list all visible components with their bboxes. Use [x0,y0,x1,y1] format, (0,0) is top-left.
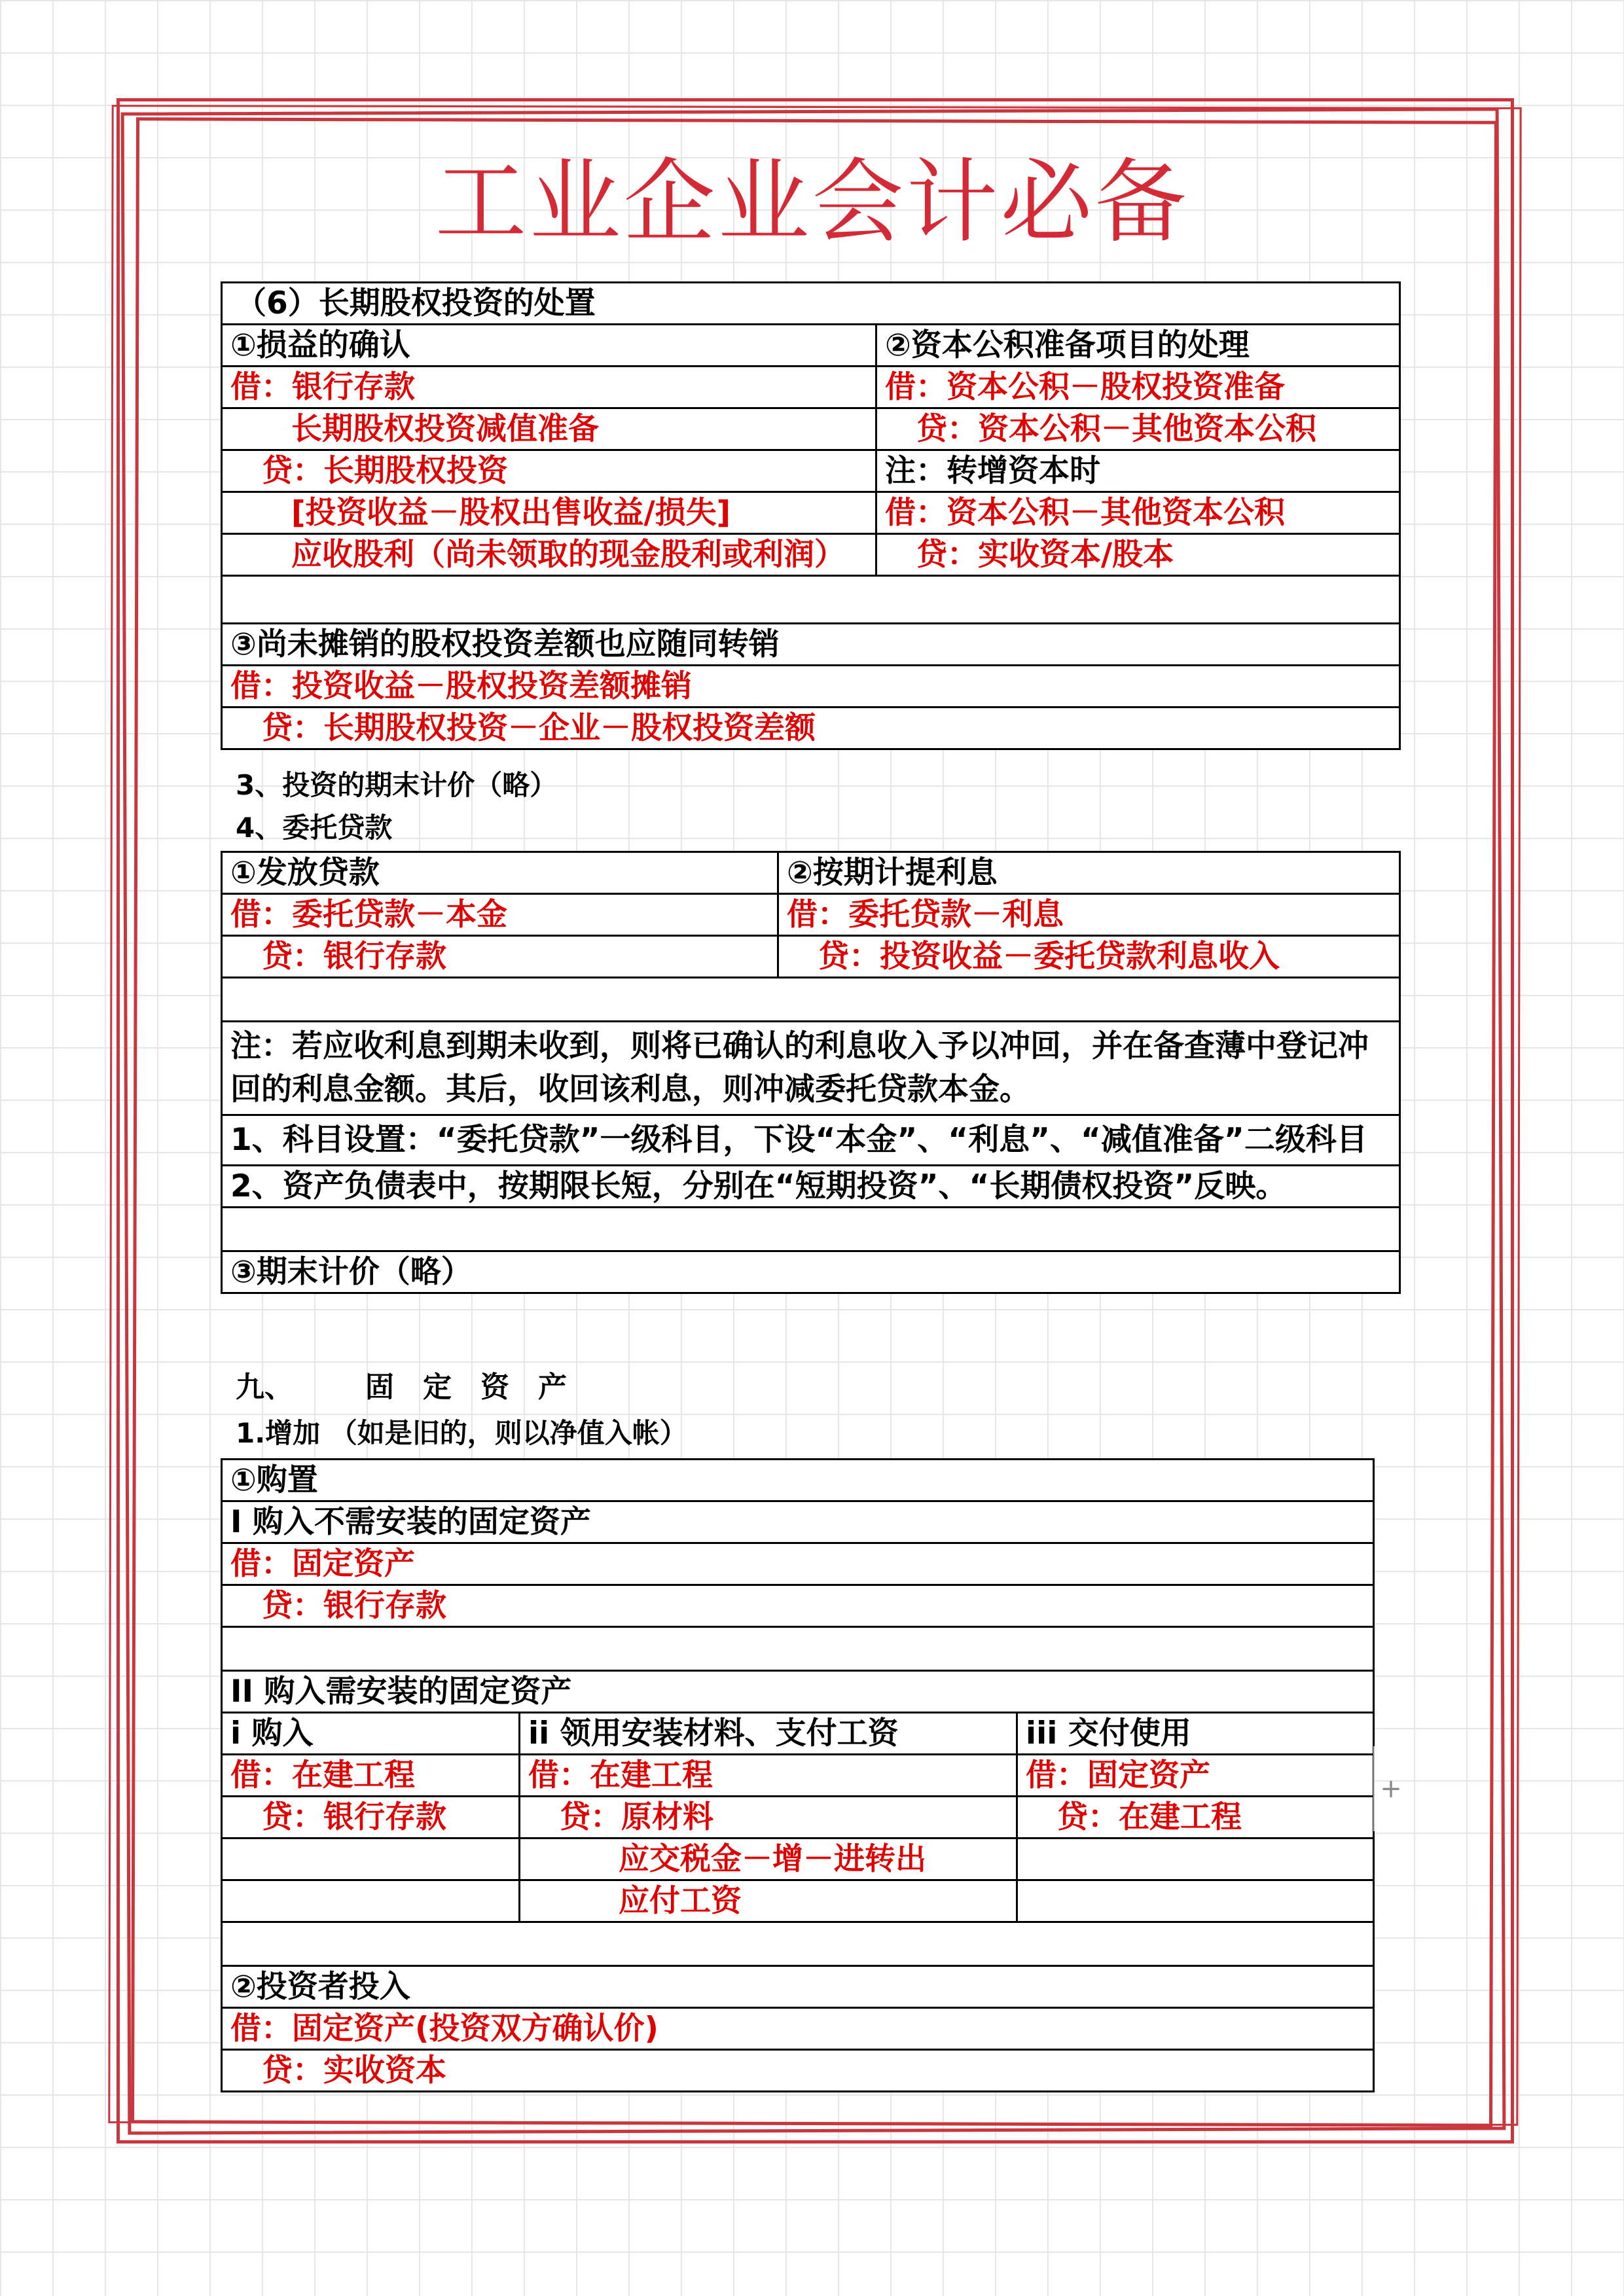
table-cell: 贷：实收资本 [222,2050,1374,2092]
empty-row [222,978,1400,1022]
section-title: ①购置 [222,1460,1374,1501]
left-section-title: ①损益的确认 [222,325,876,367]
add-icon[interactable]: + [1373,1746,1407,1831]
table-cell: 长期股权投资减值准备 [222,408,876,450]
chapter-heading: 九、 固 定 资 产 [236,1371,567,1404]
table-header: （6）长期股权投资的处置 [222,283,1400,325]
table-cell: [投资收益－股权出售收益/损失] [222,492,876,534]
table-cell [1017,1880,1374,1922]
table-cell: 借：在建工程 [520,1755,1017,1797]
empty-row [222,1208,1400,1251]
fixed-asset-table [221,1458,1375,2092]
table-cell: 贷：实收资本/股本 [876,534,1400,576]
table-cell: 借：资本公积－其他资本公积 [876,492,1400,534]
table-cell: 借：银行存款 [222,367,876,408]
table-cell: 借：固定资产(投资双方确认价) [222,2008,1374,2050]
table-cell: 贷：银行存款 [222,1585,1374,1627]
section-heading: 1.增加 （如是旧的，则以净值入帐） [236,1417,687,1449]
empty-row [222,1627,1374,1671]
table-cell: 贷：银行存款 [222,936,778,978]
disposal-table [221,281,1401,750]
column-title: i 购入 [222,1713,520,1755]
table-cell: 贷：长期股权投资 [222,450,876,492]
left-section-title: ①发放贷款 [222,852,778,894]
section-title: I 购入不需安装的固定资产 [222,1501,1374,1543]
column-title: iii 交付使用 [1017,1713,1374,1755]
table-cell: 借：固定资产 [222,1543,1374,1585]
section-title: II 购入需安装的固定资产 [222,1671,1374,1713]
table-cell: 借：资本公积－股权投资准备 [876,367,1400,408]
empty-row [222,1922,1374,1966]
section-title: ②投资者投入 [222,1966,1374,2008]
table-cell: 借：委托贷款－利息 [778,894,1400,936]
table-cell: 注：转增资本时 [876,450,1400,492]
column-title: ii 领用安装材料、支付工资 [520,1713,1017,1755]
note-text: 2、资产负债表中，按期限长短，分别在“短期投资”、“长期债权投资”反映。 [222,1166,1400,1208]
entrusted-loan-table [221,851,1401,1294]
table-cell: 借：委托贷款－本金 [222,894,778,936]
table-cell: 借：固定资产 [1017,1755,1374,1797]
section-heading: 3、投资的期末计价（略） [236,769,558,801]
table-cell: 贷：长期股权投资－企业－股权投资差额 [222,708,1400,749]
section-title: ③尚未摊销的股权投资差额也应随同转销 [222,624,1400,666]
note-text: 注：若应收利息到期未收到，则将已确认的利息收入予以冲回，并在备查薄中登记冲回的利息金额。其后，收回该利息，则冲减委托贷款本金。 [222,1022,1400,1115]
table-cell: 应收股利（尚未领取的现金股利或利润） [222,534,876,576]
table-cell: 贷：在建工程 [1017,1797,1374,1839]
empty-row [222,576,1400,624]
table-cell: 贷：资本公积－其他资本公积 [876,408,1400,450]
note-text: ③期末计价（略） [222,1251,1400,1293]
table-cell: 贷：银行存款 [222,1797,520,1839]
table-cell: 贷：原材料 [520,1797,1017,1839]
section-heading: 4、委托贷款 [236,812,393,844]
table-cell [222,1839,520,1880]
right-section-title: ②资本公积准备项目的处理 [876,325,1400,367]
page-title: 工业企业会计必备 [435,149,1189,256]
table-cell: 应交税金－增－进转出 [520,1839,1017,1880]
note-text: 1、科目设置：“委托贷款”一级科目，下设“本金”、“利息”、“减值准备”二级科目 [222,1115,1400,1166]
table-cell [1017,1839,1374,1880]
table-cell [222,1880,520,1922]
right-section-title: ②按期计提利息 [778,852,1400,894]
table-cell: 借：投资收益－股权投资差额摊销 [222,666,1400,708]
table-cell: 借：在建工程 [222,1755,520,1797]
table-cell: 贷：投资收益－委托贷款利息收入 [778,936,1400,978]
table-cell: 应付工资 [520,1880,1017,1922]
